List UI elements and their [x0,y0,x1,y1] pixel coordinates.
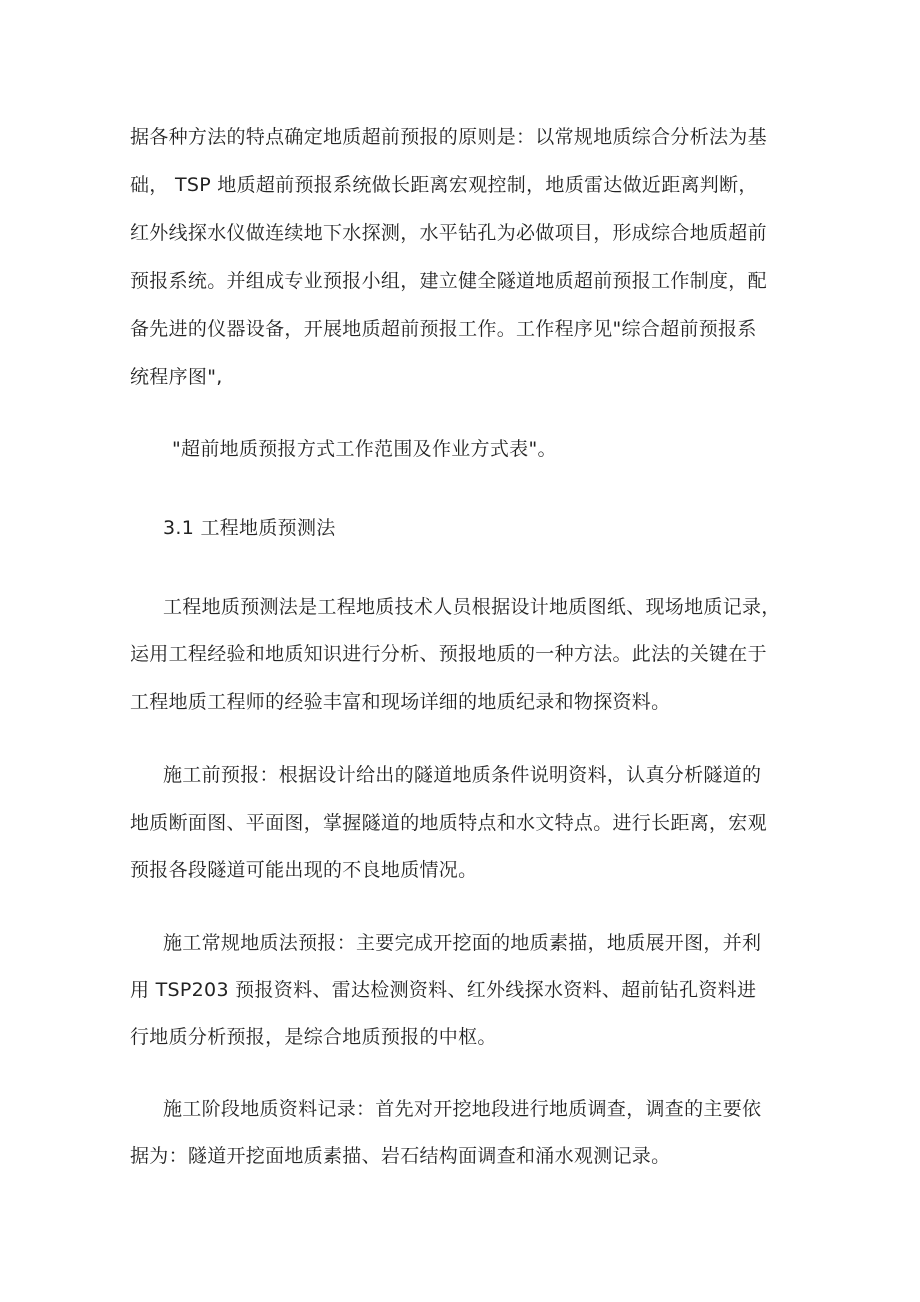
paragraph-6-line-2: 据为：隧道开挖面地质素描、岩石结构面调查和涌水观测记录。 [130,1145,671,1167]
paragraph-6-line-1: 施工阶段地质资料记录：首先对开挖地段进行地质调查，调查的主要依 [163,1098,762,1120]
paragraph-5-line-3: 行地质分析预报，是综合地质预报的中枢。 [130,1026,497,1048]
paragraph-5-line-1: 施工常规地质法预报：主要完成开挖面的地质素描，地质展开图，并利 [163,932,762,954]
paragraph-1-line-4: 预报系统。并组成专业预报小组，建立健全隧道地质超前预报工作制度，配 [130,270,767,292]
paragraph-1-line-3: 红外线探水仪做连续地下水探测，水平钻孔为必做项目，形成综合地质超前 [130,222,767,244]
paragraph-5-line-2: 用 TSP203 预报资料、雷达检测资料、红外线探水资料、超前钻孔资料进 [130,979,757,1001]
paragraph-4-line-1: 施工前预报：根据设计给出的隧道地质条件说明资料，认真分析隧道的 [163,764,762,786]
paragraph-1-line-6: 统程序图", [130,366,223,388]
section-heading: 3.1 工程地质预测法 [163,517,336,539]
table-reference-text: "超前地质预报方式工作范围及作业方式表"。 [172,438,557,460]
paragraph-3-line-3: 工程地质工程师的经验丰富和现场详细的地质纪录和物探资料。 [130,691,671,713]
paragraph-1-line-2: 础， TSP 地质超前预报系统做长距离宏观控制，地质雷达做近距离判断， [130,174,758,196]
paragraph-1-line-5: 备先进的仪器设备，开展地质超前预报工作。工作程序见"综合超前预报系 [130,318,757,340]
paragraph-4-line-3: 预报各段隧道可能出现的不良地质情况。 [130,859,478,881]
paragraph-3-line-2: 运用工程经验和地质知识进行分析、预报地质的一种方法。此法的关键在于 [130,643,767,665]
paragraph-4-line-2: 地质断面图、平面图，掌握隧道的地质特点和水文特点。进行长距离，宏观 [130,812,767,834]
paragraph-3-line-1: 工程地质预测法是工程地质技术人员根据设计地质图纸、现场地质记录， [163,596,781,618]
paragraph-1-line-1: 据各种方法的特点确定地质超前预报的原则是：以常规地质综合分析法为基 [130,126,767,148]
